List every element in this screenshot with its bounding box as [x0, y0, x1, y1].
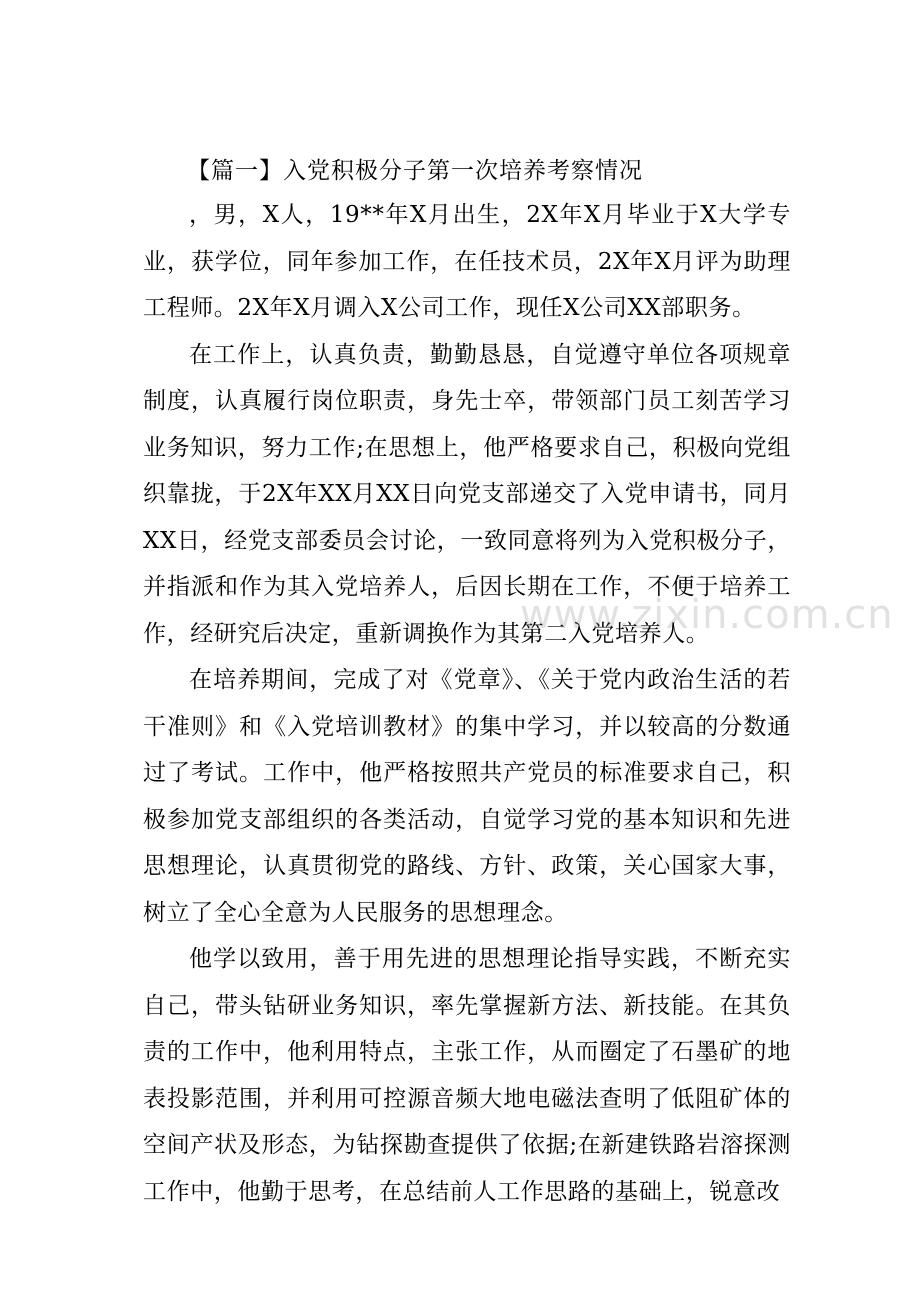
paragraph-3: 在培养期间，完成了对《党章》、《关于党内政治生活的若干准则》和《入党培训教材》的集中学习，并以较高的分数通过了考试。工作中，他严格按照共产党员的标准要求自己，积极参加党支部组织的各类活动，自觉学习党的基本知识和先进思想理论，认真贯彻党的路线、方针、政策，关心国家大事，树立了全心全意为人民服务的思想理念。: [143, 667, 791, 926]
document-body: [143, 150, 791, 1215]
paragraph-4: 他学以致用，善于用先进的思想理论指导实践，不断充实自己，带头钻研业务知识，率先掌握新方法、新技能。在其负责的工作中，他利用特点，主张工作，从而圈定了石墨矿的地表投影范围，并利用可控源音频大地电磁法查明了低阻矿体的空间产状及形态，为钻探勘查提供了依据;在新建铁路岩溶探测工作中，他勤于思考，在总结前人工作思路的基础上，锐意改: [143, 946, 791, 1205]
paragraph-2: 在工作上，认真负责，勤勤恳恳，自觉遵守单位各项规章制度，认真履行岗位职责，身先士卒，带领部门员工刻苦学习业务知识，努力工作;在思想上，他严格要求自己，积极向党组织靠拢，于2X年XX月XX日向党支部递交了入党申请书，同月XX日，经党支部委员会讨论，一致同意将列为入党积极分子，并指派和作为其入党培养人，后因长期在工作，不便于培养工作，经研究后决定，重新调换作为其第二入党培养人。: [143, 341, 791, 647]
watermark-text: www.zixin.com.cn: [520, 592, 894, 638]
paragraph-1: ，男，X人，19**年X月出生，2X年X月毕业于X大学专业，获学位，同年参加工作，在任技术员，2X年X月评为助理工程师。2X年X月调入X公司工作，现任X公司XX部职务。: [143, 202, 791, 321]
document-title: 【篇一】入党积极分子第一次培养考察情况: [187, 158, 643, 184]
